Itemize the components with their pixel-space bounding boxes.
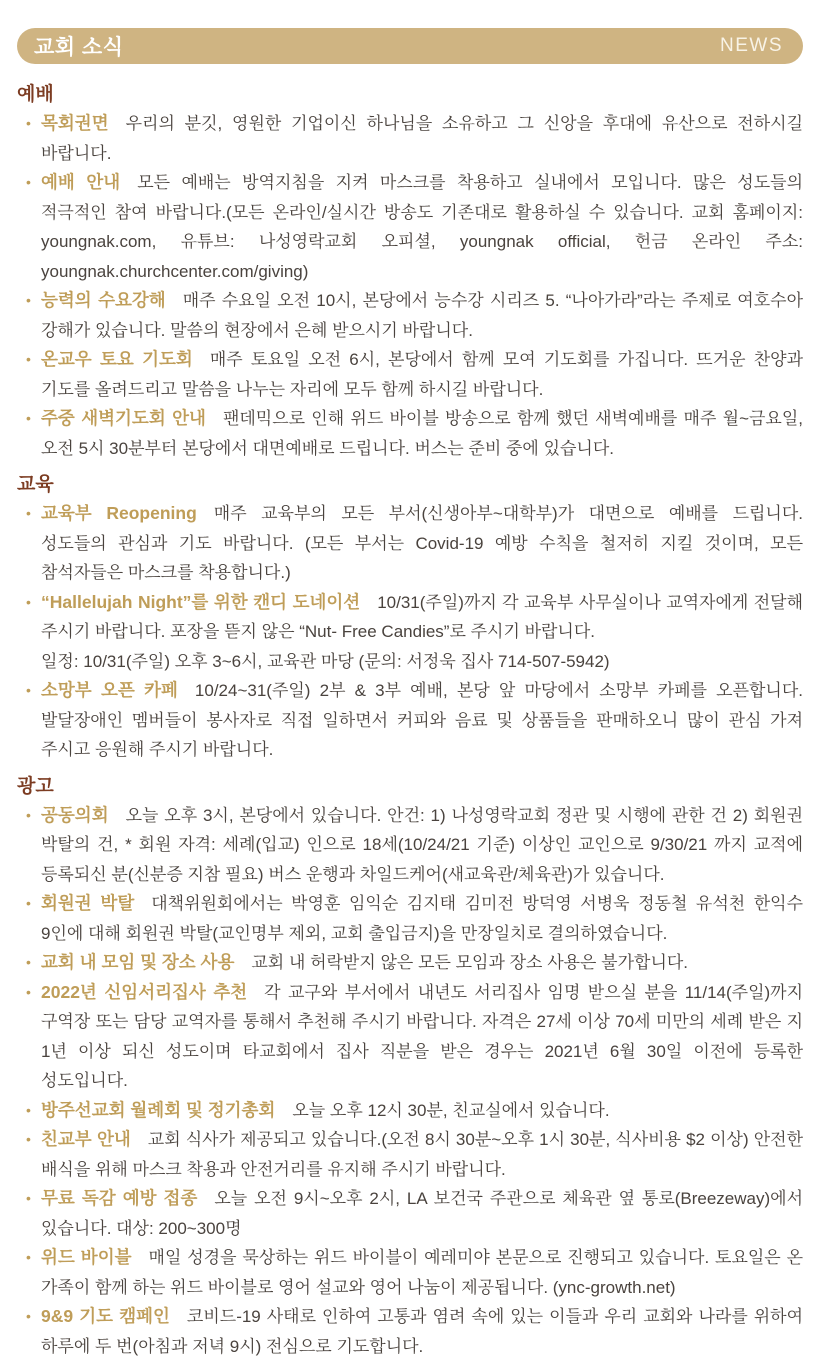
news-item — [17, 1184, 803, 1243]
bullet-icon: • — [26, 948, 31, 978]
item-label: 방주선교회 월례회 및 정기총회 — [41, 1100, 275, 1120]
news-item — [17, 588, 803, 677]
bullet-icon: • — [26, 1096, 31, 1126]
item-label: 주중 새벽기도회 안내 — [41, 408, 206, 428]
news-item — [17, 1096, 803, 1126]
bullet-icon: • — [26, 168, 31, 198]
section-title-education: 교육 — [17, 470, 803, 499]
item-label: 온교우 토요 기도회 — [41, 349, 193, 369]
bullet-icon: • — [26, 801, 31, 831]
news-item — [17, 1125, 803, 1184]
item-text: 오늘 오전 9시~오후 2시, LA 보건국 주관으로 체육관 옆 통로(Breezeway)에서 있습니다. 대상: 200~300명 — [41, 1189, 803, 1238]
news-badge: NEWS — [720, 35, 783, 57]
item-text: 매주 교육부의 모든 부서(신생아부~대학부)가 대면으로 예배를 드립니다. 성도들의 관심과 기도 바랍니다. (모든 부서는 Covid-19 예방 수칙을 철저히 지킬 것이며, 모든 참석자들은 마스크를 착용합니다.) — [41, 504, 803, 582]
item-label: “Hallelujah Night”를 위한 캔디 도네이션 — [41, 592, 360, 612]
news-item — [17, 168, 803, 286]
news-body — [17, 64, 803, 1361]
item-text: 10/31(주일)까지 각 교육부 사무실이나 교역자에게 전달해 주시기 바랍니다. 포장을 뜯지 않은 “Nut- Free Candies”로 주시기 바랍니다. — [41, 593, 803, 642]
item-label: 2022년 신임서리집사 추천 — [41, 982, 247, 1002]
item-label: 소망부 오픈 카페 — [41, 680, 178, 700]
bullet-icon: • — [26, 499, 31, 529]
item-text-line2: 일정: 10/31(주일) 오후 3~6시, 교육관 마당 (문의: 서정욱 집사 714-507-5942) — [41, 652, 610, 671]
section-title-worship: 예배 — [17, 80, 803, 109]
item-label: 교육부 Reopening — [41, 503, 197, 523]
item-label: 무료 독감 예방 접종 — [41, 1188, 197, 1208]
item-label: 목회권면 — [41, 113, 109, 133]
bullet-icon: • — [26, 1184, 31, 1214]
item-text: 모든 예배는 방역지침을 지켜 마스크를 착용하고 실내에서 모입니다. 많은 성도들의 적극적인 참여 바랍니다.(모든 온라인/실시간 방송도 기존대로 활용하실 수 있습니다. 교회 홈페이지: youngnak.com, 유튜브: 나성영락교회 오피셜, youngnak official, 헌금 온라인 주소: youngnak.churchcenter.com/giving) — [41, 173, 803, 281]
item-label: 교회 내 모임 및 장소 사용 — [41, 952, 234, 972]
news-item — [17, 286, 803, 345]
item-label: 친교부 안내 — [41, 1129, 131, 1149]
news-item — [17, 948, 803, 978]
bullet-icon: • — [26, 676, 31, 706]
item-text: 매일 성경을 묵상하는 위드 바이블이 예레미야 본문으로 진행되고 있습니다. 토요일은 온 가족이 함께 하는 위드 바이블로 영어 설교와 영어 나눔이 제공됩니다. (ync-growth.net) — [41, 1248, 803, 1297]
bullet-icon: • — [26, 1125, 31, 1155]
news-item — [17, 801, 803, 890]
item-text: 오늘 오후 12시 30분, 친교실에서 있습니다. — [292, 1101, 609, 1120]
item-label: 위드 바이블 — [41, 1247, 132, 1267]
item-text: 매주 토요일 오전 6시, 본당에서 함께 모여 기도회를 가집니다. 뜨거운 찬양과 기도를 올려드리고 말씀을 나누는 자리에 모두 함께 하시길 바랍니다. — [41, 350, 803, 399]
section-title-announcements: 광고 — [17, 772, 803, 801]
item-text: 대책위원회에서는 박영훈 임익순 김지태 김미전 방덕영 서병욱 정동철 유석천 한익수 9인에 대해 회원권 박탈(교인명부 제외, 교회 출입금지)을 만장일치로 결의하였습니다. — [41, 894, 803, 943]
news-item — [17, 978, 803, 1096]
item-text: 매주 수요일 오전 10시, 본당에서 능수강 시리즈 5. “나아가라”라는 주제로 여호수아 강해가 있습니다. 말씀의 현장에서 은혜 받으시기 바랍니다. — [41, 291, 803, 340]
news-item — [17, 345, 803, 404]
bullet-icon: • — [26, 109, 31, 139]
news-item — [17, 889, 803, 948]
news-item — [17, 676, 803, 765]
bullet-icon: • — [26, 588, 31, 618]
news-item — [17, 1243, 803, 1302]
news-item — [17, 404, 803, 463]
news-header-bar — [17, 28, 803, 64]
news-item — [17, 1302, 803, 1361]
bullet-icon: • — [26, 345, 31, 375]
item-text: 우리의 분깃, 영원한 기업이신 하나님을 소유하고 그 신앙을 후대에 유산으로 전하시길 바랍니다. — [41, 114, 803, 163]
bullet-icon: • — [26, 1243, 31, 1273]
item-text: 10/24~31(주일) 2부 & 3부 예배, 본당 앞 마당에서 소망부 카페를 오픈합니다. 발달장애인 멤버들이 봉사자로 직접 일하면서 커피와 음료 및 상품들을 판매하오니 많이 관심 가져 주시고 응원해 주시기 바랍니다. — [41, 681, 803, 759]
item-label: 9&9 기도 캠페인 — [41, 1306, 170, 1326]
bullet-icon: • — [26, 404, 31, 434]
news-item — [17, 109, 803, 168]
page-title: 교회 소식 — [34, 31, 123, 61]
item-text: 팬데믹으로 인해 위드 바이블 방송으로 함께 했던 새벽예배를 매주 월~금요일, 오전 5시 30분부터 본당에서 대면예배로 드립니다. 버스는 준비 중에 있습니다. — [41, 409, 803, 458]
item-label: 예배 안내 — [41, 172, 120, 192]
item-label: 능력의 수요강해 — [41, 290, 166, 310]
bullet-icon: • — [26, 1302, 31, 1332]
news-item — [17, 499, 803, 588]
section-announcements — [17, 772, 803, 1361]
item-text: 교회 식사가 제공되고 있습니다.(오전 8시 30분~오후 1시 30분, 식사비용 $2 이상) 안전한 배식을 위해 마스크 착용과 안전거리를 유지해 주시기 바랍니다. — [41, 1130, 803, 1179]
item-text: 교회 내 허락받지 않은 모든 모임과 장소 사용은 불가합니다. — [251, 953, 688, 972]
bullet-icon: • — [26, 286, 31, 316]
item-text: 오늘 오후 3시, 본당에서 있습니다. 안건: 1) 나성영락교회 정관 및 시행에 관한 건 2) 회원권 박탈의 건, * 회원 자격: 세례(입교) 인으로 18세(10/24/21 기준) 이상인 교인으로 9/30/21 까지 교적에 등록되신 분(신분증 지참 필요) 버스 운행과 차일드케어(새교육관/체육관)가 있습니다. — [41, 806, 803, 884]
item-label: 회원권 박탈 — [41, 893, 134, 913]
item-label: 공동의회 — [41, 805, 109, 825]
bullet-icon: • — [26, 978, 31, 1008]
section-education — [17, 470, 803, 765]
bullet-icon: • — [26, 889, 31, 919]
section-worship — [17, 80, 803, 463]
item-text: 코비드-19 사태로 인하여 고통과 염려 속에 있는 이들과 우리 교회와 나라를 위하여 하루에 두 번(아침과 저녁 9시) 전심으로 기도합니다. — [41, 1307, 803, 1356]
item-text: 각 교구와 부서에서 내년도 서리집사 임명 받으실 분을 11/14(주일)까지 구역장 또는 담당 교역자를 통해서 추천해 주시기 바랍니다. 자격은 27세 이상 70세 미만의 세례 받은 지 1년 이상 되신 성도이며 타교회에서 집사 직분을 받은 경우는 2021년 6월 30일 이전에 등록한 성도입니다. — [41, 983, 803, 1091]
